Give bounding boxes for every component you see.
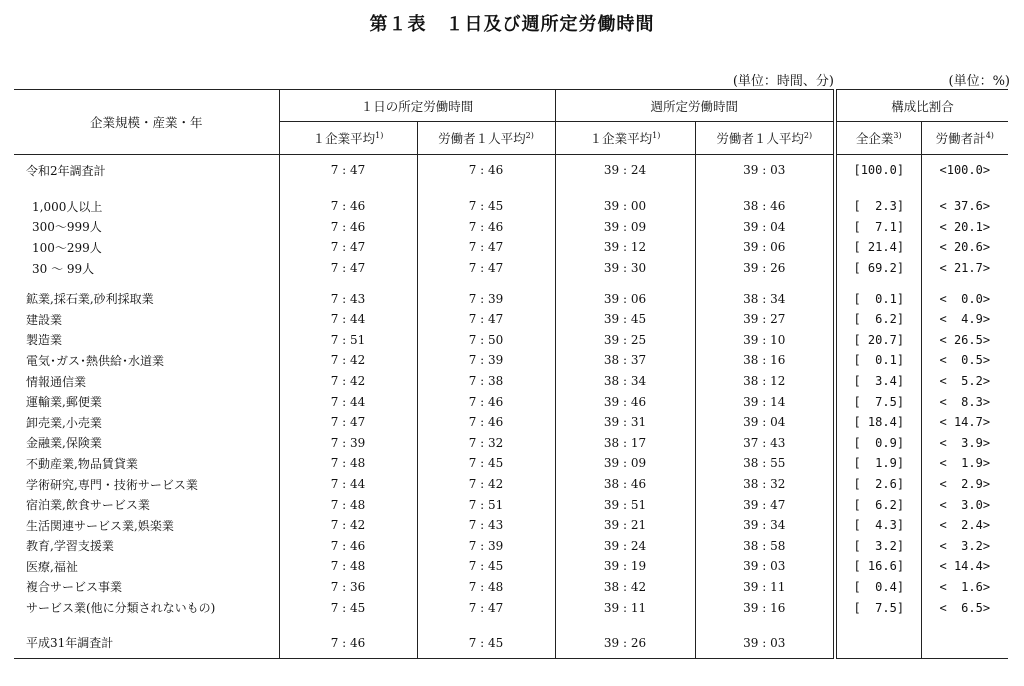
daily-per-company: 7 : 47 [279, 237, 417, 258]
ratio-worker-total: < 8.3> [921, 391, 1008, 412]
row-label: 複合サービス事業 [26, 580, 123, 595]
row-label: 30 ～ 99人 [32, 261, 95, 276]
weekly-per-worker: 39 : 03 [695, 155, 835, 186]
ratio-all-companies: [ 2.6] [835, 474, 921, 495]
weekly-per-company: 38 : 17 [555, 433, 695, 454]
weekly-per-company: 39 : 19 [555, 556, 695, 577]
ratio-worker-total: <100.0> [921, 155, 1008, 186]
weekly-per-worker: 38 : 16 [695, 350, 835, 371]
ratio-worker-total: < 3.9> [921, 433, 1008, 454]
header-daily-per-worker: 労働者１人平均$^{2)}$ [417, 122, 555, 155]
spacer-row [14, 278, 1008, 288]
ratio-all-companies: [ 0.1] [835, 350, 921, 371]
row-label: 学術研究,専門・技術サービス業 [26, 477, 198, 492]
weekly-per-company: 38 : 42 [555, 577, 695, 598]
table-row [14, 515, 1008, 536]
daily-per-worker: 7 : 39 [417, 536, 555, 557]
weekly-per-company: 39 : 26 [555, 628, 695, 659]
ratio-all-companies: [ 69.2] [835, 258, 921, 279]
daily-per-company: 7 : 46 [279, 196, 417, 217]
row-label: 運輸業,郵便業 [26, 395, 102, 410]
row-label: 医療,福祉 [26, 559, 78, 574]
daily-per-company: 7 : 48 [279, 453, 417, 474]
ratio-all-companies: [ 0.1] [835, 288, 921, 309]
ratio-all-companies: [ 4.3] [835, 515, 921, 536]
daily-per-worker: 7 : 45 [417, 556, 555, 577]
weekly-per-company: 39 : 51 [555, 494, 695, 515]
daily-per-worker: 7 : 47 [417, 597, 555, 618]
row-label: 300～999人 [32, 220, 102, 235]
daily-per-worker: 7 : 50 [417, 330, 555, 351]
daily-per-company: 7 : 48 [279, 556, 417, 577]
weekly-per-worker: 39 : 11 [695, 577, 835, 598]
weekly-per-worker: 39 : 14 [695, 391, 835, 412]
weekly-per-worker: 38 : 34 [695, 288, 835, 309]
ratio-worker-total: < 37.6> [921, 196, 1008, 217]
weekly-per-company: 39 : 24 [555, 155, 695, 186]
ratio-all-companies: [ 3.4] [835, 371, 921, 392]
row-label: 不動産業,物品賃貸業 [26, 456, 138, 471]
weekly-per-worker: 39 : 34 [695, 515, 835, 536]
row-label: 情報通信業 [26, 374, 87, 389]
daily-per-company: 7 : 46 [279, 217, 417, 238]
table-row [14, 577, 1008, 598]
ratio-worker-total: < 0.5> [921, 350, 1008, 371]
table-row [14, 350, 1008, 371]
ratio-all-companies: [ 6.2] [835, 309, 921, 330]
table-row [14, 155, 1008, 186]
row-label: 100～299人 [32, 240, 102, 255]
header-all-companies: 全企業$^{3)}$ [835, 122, 921, 155]
weekly-per-company: 39 : 25 [555, 330, 695, 351]
row-label: サービス業(他に分類されないもの) [26, 601, 216, 616]
table-row [14, 494, 1008, 515]
row-label: 1,000人以上 [32, 199, 103, 214]
header-weekly-per-company: １企業平均$^{1)}$ [555, 122, 695, 155]
table-row [14, 474, 1008, 495]
header-row-label: 企業規模・産業・年 [14, 90, 279, 155]
weekly-per-worker: 39 : 03 [695, 628, 835, 659]
ratio-all-companies: [ 0.9] [835, 433, 921, 454]
ratio-worker-total: < 3.2> [921, 536, 1008, 557]
ratio-all-companies: [ 0.4] [835, 577, 921, 598]
working-hours-table [14, 89, 1008, 659]
ratio-worker-total [921, 628, 1008, 659]
daily-per-worker: 7 : 45 [417, 196, 555, 217]
ratio-all-companies: [ 7.5] [835, 391, 921, 412]
weekly-per-company: 39 : 12 [555, 237, 695, 258]
daily-per-company: 7 : 47 [279, 412, 417, 433]
daily-per-worker: 7 : 39 [417, 288, 555, 309]
ratio-worker-total: < 5.2> [921, 371, 1008, 392]
page-title: 第１表 １日及び週所定労働時間 [369, 14, 655, 35]
weekly-per-company: 39 : 30 [555, 258, 695, 279]
table-row [14, 309, 1008, 330]
ratio-worker-total: < 4.9> [921, 309, 1008, 330]
daily-per-company: 7 : 47 [279, 155, 417, 186]
table-row [14, 597, 1008, 618]
weekly-per-worker: 39 : 03 [695, 556, 835, 577]
daily-per-company: 7 : 46 [279, 628, 417, 659]
ratio-worker-total: < 2.9> [921, 474, 1008, 495]
weekly-per-company: 39 : 11 [555, 597, 695, 618]
ratio-all-companies: [ 1.9] [835, 453, 921, 474]
weekly-per-worker: 39 : 04 [695, 217, 835, 238]
unit-time-label: (単位：時間、分) [732, 74, 834, 89]
weekly-per-worker: 38 : 32 [695, 474, 835, 495]
row-label: 宿泊業,飲食サービス業 [26, 498, 150, 513]
daily-per-worker: 7 : 43 [417, 515, 555, 536]
ratio-all-companies [835, 628, 921, 659]
weekly-per-company: 39 : 46 [555, 391, 695, 412]
ratio-worker-total: < 3.0> [921, 494, 1008, 515]
weekly-per-worker: 39 : 04 [695, 412, 835, 433]
ratio-all-companies: [100.0] [835, 155, 921, 186]
daily-per-company: 7 : 47 [279, 258, 417, 279]
ratio-worker-total: < 14.4> [921, 556, 1008, 577]
daily-per-company: 7 : 36 [279, 577, 417, 598]
table-body [14, 155, 1008, 659]
weekly-per-company: 39 : 09 [555, 453, 695, 474]
row-label: 建設業 [26, 312, 63, 327]
weekly-per-company: 39 : 06 [555, 288, 695, 309]
daily-per-worker: 7 : 47 [417, 309, 555, 330]
daily-per-company: 7 : 46 [279, 536, 417, 557]
ratio-all-companies: [ 7.5] [835, 597, 921, 618]
table-row [14, 453, 1008, 474]
ratio-worker-total: < 2.4> [921, 515, 1008, 536]
daily-per-worker: 7 : 46 [417, 391, 555, 412]
daily-per-company: 7 : 44 [279, 391, 417, 412]
header-weekly-hours: 週所定労働時間 [555, 90, 835, 122]
header-composition-ratio: 構成比割合 [835, 90, 1008, 122]
weekly-per-worker: 39 : 10 [695, 330, 835, 351]
weekly-per-worker: 37 : 43 [695, 433, 835, 454]
table-row [14, 217, 1008, 238]
daily-per-company: 7 : 42 [279, 515, 417, 536]
daily-per-worker: 7 : 51 [417, 494, 555, 515]
daily-per-worker: 7 : 47 [417, 258, 555, 279]
row-label: 金融業,保険業 [26, 436, 102, 451]
weekly-per-company: 39 : 45 [555, 309, 695, 330]
table-row [14, 371, 1008, 392]
ratio-all-companies: [ 3.2] [835, 536, 921, 557]
ratio-all-companies: [ 7.1] [835, 217, 921, 238]
ratio-all-companies: [ 20.7] [835, 330, 921, 351]
spacer-row [14, 618, 1008, 628]
table-row [14, 237, 1008, 258]
weekly-per-worker: 38 : 46 [695, 196, 835, 217]
ratio-all-companies: [ 16.6] [835, 556, 921, 577]
ratio-worker-total: < 14.7> [921, 412, 1008, 433]
daily-per-company: 7 : 44 [279, 474, 417, 495]
table-row [14, 196, 1008, 217]
table-row [14, 391, 1008, 412]
daily-per-worker: 7 : 45 [417, 628, 555, 659]
daily-per-worker: 7 : 32 [417, 433, 555, 454]
weekly-per-company: 39 : 31 [555, 412, 695, 433]
spacer-row [14, 185, 1008, 196]
weekly-per-company: 39 : 24 [555, 536, 695, 557]
daily-per-company: 7 : 42 [279, 350, 417, 371]
ratio-worker-total: < 1.6> [921, 577, 1008, 598]
ratio-all-companies: [ 21.4] [835, 237, 921, 258]
daily-per-company: 7 : 45 [279, 597, 417, 618]
weekly-per-worker: 39 : 27 [695, 309, 835, 330]
daily-per-worker: 7 : 45 [417, 453, 555, 474]
weekly-per-worker: 38 : 58 [695, 536, 835, 557]
ratio-worker-total: < 1.9> [921, 453, 1008, 474]
ratio-all-companies: [ 18.4] [835, 412, 921, 433]
table-row [14, 536, 1008, 557]
ratio-worker-total: < 20.6> [921, 237, 1008, 258]
header-weekly-per-worker: 労働者１人平均$^{2)}$ [695, 122, 835, 155]
daily-per-worker: 7 : 46 [417, 412, 555, 433]
daily-per-worker: 7 : 46 [417, 155, 555, 186]
daily-per-worker: 7 : 47 [417, 237, 555, 258]
daily-per-worker: 7 : 38 [417, 371, 555, 392]
daily-per-worker: 7 : 39 [417, 350, 555, 371]
daily-per-company: 7 : 43 [279, 288, 417, 309]
ratio-all-companies: [ 6.2] [835, 494, 921, 515]
header-worker-total: 労働者計$^{4)}$ [921, 122, 1008, 155]
daily-per-company: 7 : 42 [279, 371, 417, 392]
daily-per-company: 7 : 44 [279, 309, 417, 330]
row-label: 電気･ガス･熱供給･水道業 [26, 353, 165, 368]
daily-per-worker: 7 : 42 [417, 474, 555, 495]
table-row [14, 288, 1008, 309]
weekly-per-worker: 39 : 16 [695, 597, 835, 618]
daily-per-worker: 7 : 48 [417, 577, 555, 598]
weekly-per-worker: 38 : 12 [695, 371, 835, 392]
header-daily-hours: １日の所定労働時間 [279, 90, 555, 122]
weekly-per-company: 38 : 34 [555, 371, 695, 392]
daily-per-company: 7 : 48 [279, 494, 417, 515]
weekly-per-company: 38 : 37 [555, 350, 695, 371]
ratio-worker-total: < 0.0> [921, 288, 1008, 309]
table-row [14, 628, 1008, 659]
weekly-per-company: 38 : 46 [555, 474, 695, 495]
row-label: 平成31年調査計 [14, 628, 279, 659]
daily-per-company: 7 : 51 [279, 330, 417, 351]
table-row [14, 258, 1008, 279]
row-label: 鉱業,採石業,砂利採取業 [26, 292, 154, 307]
ratio-worker-total: < 21.7> [921, 258, 1008, 279]
weekly-per-worker: 39 : 26 [695, 258, 835, 279]
table-row [14, 330, 1008, 351]
weekly-per-company: 39 : 21 [555, 515, 695, 536]
weekly-per-worker: 38 : 55 [695, 453, 835, 474]
ratio-all-companies: [ 2.3] [835, 196, 921, 217]
row-label: 製造業 [26, 333, 63, 348]
row-label: 令和2年調査計 [26, 163, 106, 178]
weekly-per-worker: 39 : 47 [695, 494, 835, 515]
ratio-worker-total: < 6.5> [921, 597, 1008, 618]
weekly-per-worker: 39 : 06 [695, 237, 835, 258]
table-row [14, 433, 1008, 454]
unit-ratio-label: (単位：%) [948, 74, 1010, 89]
daily-per-worker: 7 : 46 [417, 217, 555, 238]
weekly-per-company: 39 : 09 [555, 217, 695, 238]
weekly-per-company: 39 : 00 [555, 196, 695, 217]
header-daily-per-company: １企業平均$^{1)}$ [279, 122, 417, 155]
row-label: 生活関連サービス業,娯楽業 [26, 518, 174, 533]
table-row [14, 412, 1008, 433]
row-label: 卸売業,小売業 [26, 415, 102, 430]
table-row [14, 556, 1008, 577]
ratio-worker-total: < 20.1> [921, 217, 1008, 238]
ratio-worker-total: < 26.5> [921, 330, 1008, 351]
daily-per-company: 7 : 39 [279, 433, 417, 454]
row-label: 教育,学習支援業 [26, 539, 114, 554]
